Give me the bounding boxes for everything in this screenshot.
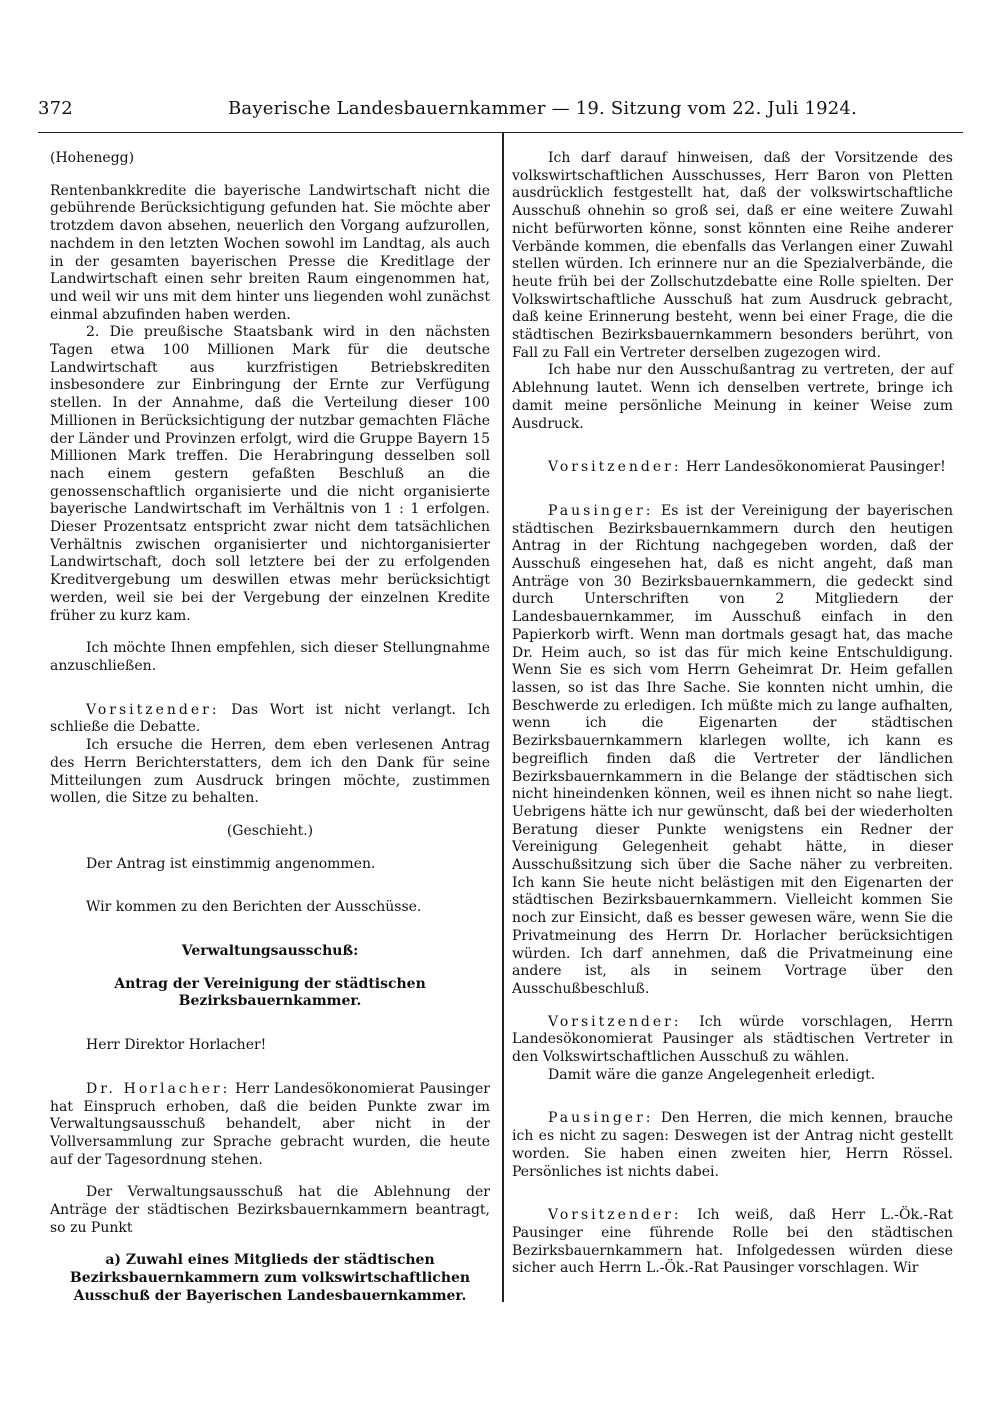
right-column xyxy=(512,150,953,1278)
speech-text: Herr Landesökonomierat Pausinger hat Einspruch erhoben, daß die beiden Punkte zwar im Verwaltungsausschuß behandelt, aber nicht in der Vollversammlung zur Sprache gebracht wurden, die heute auf der Tagesordnung stehen. xyxy=(50,1080,490,1168)
speech-chairman xyxy=(512,1014,953,1067)
speech-text: Ich weiß, daß Herr L.-Ök.-Rat Pausinger eine führende Rolle bei den städtischen Bezirksbauernkammern hat. Infolgedessen würden diese sicher auch Herrn L.-Ök.-Rat Pausinger vorschlagen. Wir xyxy=(512,1207,953,1277)
header-rule xyxy=(38,132,963,133)
paragraph: (Geschieht.) xyxy=(226,822,314,839)
speaker-tag: (Hohenegg) xyxy=(50,150,135,166)
paragraph: Der Verwaltungsausschuß hat die Ablehnung der Anträge der städtischen Bezirksbauernkammern beantragt, so zu Punkt xyxy=(50,1184,490,1236)
speech-text: Den Herren, die mich kennen, brauche ich es nicht zu sagen: Deswegen ist der Antrag nicht gestellt worden. Sie haben einen zweiten hier, Herrn Rössel. Persönliches ist nichts dabei. xyxy=(512,1110,953,1180)
speech-text: Das Wort ist nicht verlangt. Ich schließe die Debatte. xyxy=(50,701,490,736)
paragraph: 2. Die preußische Staatsbank wird in den nächsten Tagen etwa 100 Millionen Mark für die deutsche Landwirtschaft aus kurzfristigen Betriebskrediten insbesondere zur Einbringung der Ernte zur Verfügung stellen. In der Annahme, daß die Verteilung dieser 100 Millionen in Berücksichtigung der nutzbar gemachten Fläche der Länder und Provinzen erfolgt, wird die Gruppe Bayern 15 Millionen Mark treffen. Die Herabringung desselben soll nach einem gestern gefaßten Beschluß an die genossenschaftlich organisierte und die nicht organisierte bayerische Landwirtschaft im Verhältnis von 1 : 1 erfolgen. Dieser Prozentsatz entspricht zwar nicht dem tatsächlichen Verhältnis zwischen organisierter und nichtorganisierter Landwirtschaft, doch soll letztere bei der zu erfolgenden Kreditvergebung um deswillen etwas mehr berücksichtigt werden, weil sie bei der Vergebung der einzelnen Kredite früher zu kurz kam. xyxy=(50,324,490,624)
speaker-name: Pausinger: xyxy=(548,1110,654,1127)
paragraph: Herr Direktor Horlacher! xyxy=(86,1037,267,1054)
speech-text: Ich würde vorschlagen, Herrn Landesökonomierat Pausinger als städtischen Vertreter in den Volkswirtschaftlichen Ausschuß zu wählen. xyxy=(512,1013,954,1066)
speaker-name: Pausinger: xyxy=(548,502,654,519)
paragraph: Wir kommen zu den Berichten der Ausschüsse. xyxy=(86,899,422,916)
section-heading: Verwaltungsausschuß: xyxy=(181,943,359,960)
speech-text: Es ist der Vereinigung der bayerischen städtischen Bezirksbauernkammern durch den heutigen Antrag in der Richtung nachgegeben worden, daß der Ausschuß eingesehen hat, daß es nicht angeht, daß man Anträge von 30 Bezirksbauernkammern, die gedeckt sind durch Unterschriften von 2 Mitgliedern der Landesbauernkammer, im Ausschuß einfach in den Papierkorb wirft. Wenn man dortmals gesagt hat, das mache Dr. Heim auch, so ist das für mich keine Entschuldigung. Wenn Sie es sich vom Herrn Geheimrat Dr. Heim gefallen lassen, so ist das Ihre Sache. Sie konnten nicht umhin, die Beschwerde zu erledigen. Ich müßte mich zu lange aufhalten, wenn ich die Eigenarten der städtischen Bezirksbauernkammern klarlegen wollte, ich kann es begreiflich finden daß die Vertreter der ländlichen Bezirksbauernkammern in die Belange der städtischen sich nicht hineindenken können, weil es ihnen nicht so nahe liegt. Uebrigens hätte ich nur gewünscht, daß bei der wiederholten Beratung dieser Punkte wenigstens ein Redner der Vereinigung Gelegenheit gehabt hätte, in dieser Ausschußsitzung sich über die Sache näher zu verbreiten. Ich kann Sie heute nicht belästigen mit den Eigenarten der städtischen Bezirksbauernkammern. Vielleicht kommen Sie noch zur Einsicht, daß es besser gewesen wäre, wenn Sie die Privatmeinung des Herrn Dr. Horlacher berücksichtigen würden. Ich darf annehmen, daß die Privatmeinung eine andere ist, als in seinem Vortrage über den Ausschußbeschluß. xyxy=(512,502,953,997)
paragraph: Damit wäre die ganze Angelegenheit erledigt. xyxy=(548,1066,876,1083)
running-title: Bayerische Landesbauernkammer — 19. Sitzung vom 22. Juli 1924. xyxy=(228,98,857,119)
speech-pausinger xyxy=(512,503,953,999)
speaker-name: Vorsitzender: xyxy=(548,1013,682,1030)
section-subheading: Antrag der Vereinigung der städtischen Bezirksbauernkammer. xyxy=(114,975,426,1010)
agenda-item-heading: a) Zuwahl eines Mitglieds der städtischen Bezirksbauernkammern zum volkswirtschaftlichen Ausschuß der Bayerischen Landesbauernkammer. xyxy=(69,1252,471,1304)
paragraph: Ich möchte Ihnen empfehlen, sich dieser Stellungnahme anzuschließen. xyxy=(50,640,490,674)
speaker-name: Vorsitzender: xyxy=(548,459,682,476)
paragraph: Der Antrag ist einstimmig angenommen. xyxy=(86,855,376,872)
paragraph: Rentenbankkredite die bayerische Landwirtschaft nicht die gebührende Berücksichtigung gefunden hat. Sie möchte aber trotzdem davon absehen, neuerlich den Vorgang aufzurollen, nachdem in den letzten Wochen sowohl im Landtag, als auch in der gesamten bayerischen Presse die Kreditlage der Landwirtschaft einen sehr breiten Raum eingenommen hat, und weil wir uns mit dem hinter uns liegenden wohl zunächst einmal abzufinden haben werden. xyxy=(50,182,490,323)
speech-pausinger xyxy=(512,1110,953,1181)
speaker-name: Vorsitzender: xyxy=(548,1207,682,1224)
speech-chairman xyxy=(512,459,953,477)
paragraph: Ich habe nur den Ausschußantrag zu vertreten, der auf Ablehnung lautet. Wenn ich denselben vertrete, bringe ich damit meine persönliche Meinung in keiner Weise zum Ausdruck. xyxy=(512,362,953,432)
speech-chairman xyxy=(512,1207,953,1278)
speech-horlacher xyxy=(50,1081,490,1170)
page-number: 372 xyxy=(38,98,73,119)
column-divider xyxy=(502,132,504,1302)
speaker-name: Vorsitzender: xyxy=(86,701,220,718)
left-column xyxy=(50,150,490,1306)
speech-text: Herr Landesökonomierat Pausinger! xyxy=(686,459,946,476)
page-header xyxy=(38,98,960,128)
speaker-name: Dr. Horlacher: xyxy=(86,1080,231,1097)
paragraph: Ich ersuche die Herren, dem eben verlesenen Antrag des Herrn Berichterstatters, dem ich den Dank für seine Mitteilungen zum Ausdruck bringen möchte, zustimmen wollen, die Sitze zu behalten. xyxy=(50,737,490,807)
speech-chairman xyxy=(50,702,490,737)
paragraph: Ich darf darauf hinweisen, daß der Vorsitzende des volkswirtschaftlichen Ausschusses, Herr Baron von Pletten ausdrücklich festgestellt hat, daß der volkswirtschaftliche Ausschuß ohnehin so groß sei, daß er eine weitere Zuwahl nicht befürworten könne, sonst könnten eine Reihe anderer Verbände kommen, die ebenfalls das Verlangen einer Zuwahl stellen würden. Ich erinnere nur an die Spezialverbände, die heute früh bei der Zollschutzdebatte eine Rolle spielten. Der Volkswirtschaftliche Ausschuß hat zum Ausdruck gebracht, daß keine Erinnerung besteht, wenn bei einer Frage, die die städtischen Bezirksbauernkammern besonders berührt, von Fall zu Fall ein Vertreter derselben zugezogen wird. xyxy=(512,150,953,361)
